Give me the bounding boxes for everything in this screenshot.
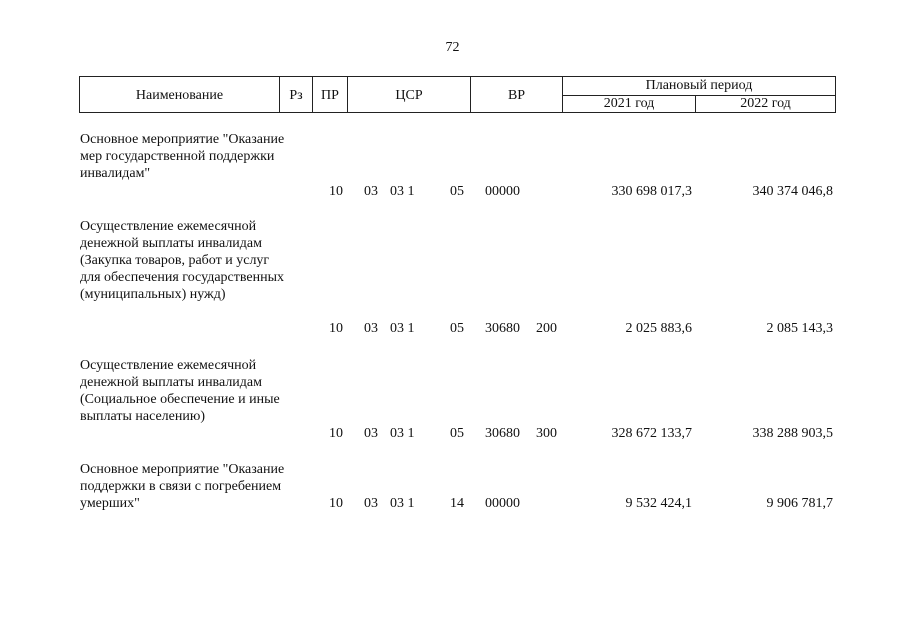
row-pr: 03 — [364, 184, 378, 199]
header-bottom-border — [79, 112, 836, 113]
page-number: 72 — [445, 40, 460, 55]
row-pr: 03 — [364, 321, 378, 336]
row-amount-2022: 340 374 046,8 — [752, 184, 833, 199]
header-planned-period: Плановый период — [645, 78, 753, 93]
row-amount-2022: 9 906 781,7 — [766, 496, 833, 511]
row-name: Основное мероприятие "Оказание поддержки в связи с погребением умерших" — [80, 462, 285, 511]
row-rz: 10 — [329, 496, 343, 511]
table-row — [0, 461, 905, 515]
row-pr: 03 — [364, 496, 378, 511]
row-amount-2021: 328 672 133,7 — [611, 426, 692, 441]
header-name: Наименование — [135, 88, 224, 103]
row-csr-subprogram: 05 — [450, 184, 464, 199]
row-amount-2021: 330 698 017,3 — [611, 184, 692, 199]
header-top-border — [79, 76, 836, 77]
row-rz: 10 — [329, 321, 343, 336]
header-divider — [835, 76, 836, 113]
row-name: Осуществление ежемесячной денежной выплаты инвалидам (Закупка товаров, работ и услуг для обеспечения государственных (муниципальных) нужд) — [80, 219, 284, 302]
header-year-2022: 2022 год — [740, 96, 791, 111]
header-rz: Рз — [289, 88, 303, 103]
row-csr-subprogram: 05 — [450, 426, 464, 441]
row-amount-2021: 2 025 883,6 — [625, 321, 692, 336]
row-csr-code: 00000 — [485, 184, 520, 199]
header-year-2021: 2021 год — [603, 96, 655, 111]
row-name: Основное мероприятие "Оказание мер государственной поддержки инвалидам" — [80, 132, 285, 181]
row-csr-subprogram: 14 — [450, 496, 464, 511]
row-csr-code: 30680 — [485, 426, 520, 441]
row-amount-2022: 338 288 903,5 — [752, 426, 833, 441]
row-vr: 200 — [536, 321, 557, 336]
row-pr: 03 — [364, 426, 378, 441]
row-csr-program: 03 1 — [390, 321, 415, 336]
row-rz: 10 — [329, 426, 343, 441]
table-row — [0, 218, 905, 340]
row-vr: 300 — [536, 426, 557, 441]
row-csr-code: 00000 — [485, 496, 520, 511]
table-row — [0, 357, 905, 445]
row-csr-code: 30680 — [485, 321, 520, 336]
row-amount-2021: 9 532 424,1 — [625, 496, 692, 511]
row-csr-subprogram: 05 — [450, 321, 464, 336]
header-pr: ПР — [321, 88, 339, 103]
row-name: Осуществление ежемесячной денежной выплаты инвалидам (Социальное обеспечение и иные выплаты населению) — [80, 358, 280, 424]
table-row — [0, 131, 905, 201]
row-csr-program: 03 1 — [390, 184, 415, 199]
row-csr-program: 03 1 — [390, 426, 415, 441]
row-amount-2022: 2 085 143,3 — [766, 321, 833, 336]
header-csr: ЦСР — [395, 88, 423, 103]
row-rz: 10 — [329, 184, 343, 199]
header-vr: ВР — [507, 88, 526, 103]
row-csr-program: 03 1 — [390, 496, 415, 511]
